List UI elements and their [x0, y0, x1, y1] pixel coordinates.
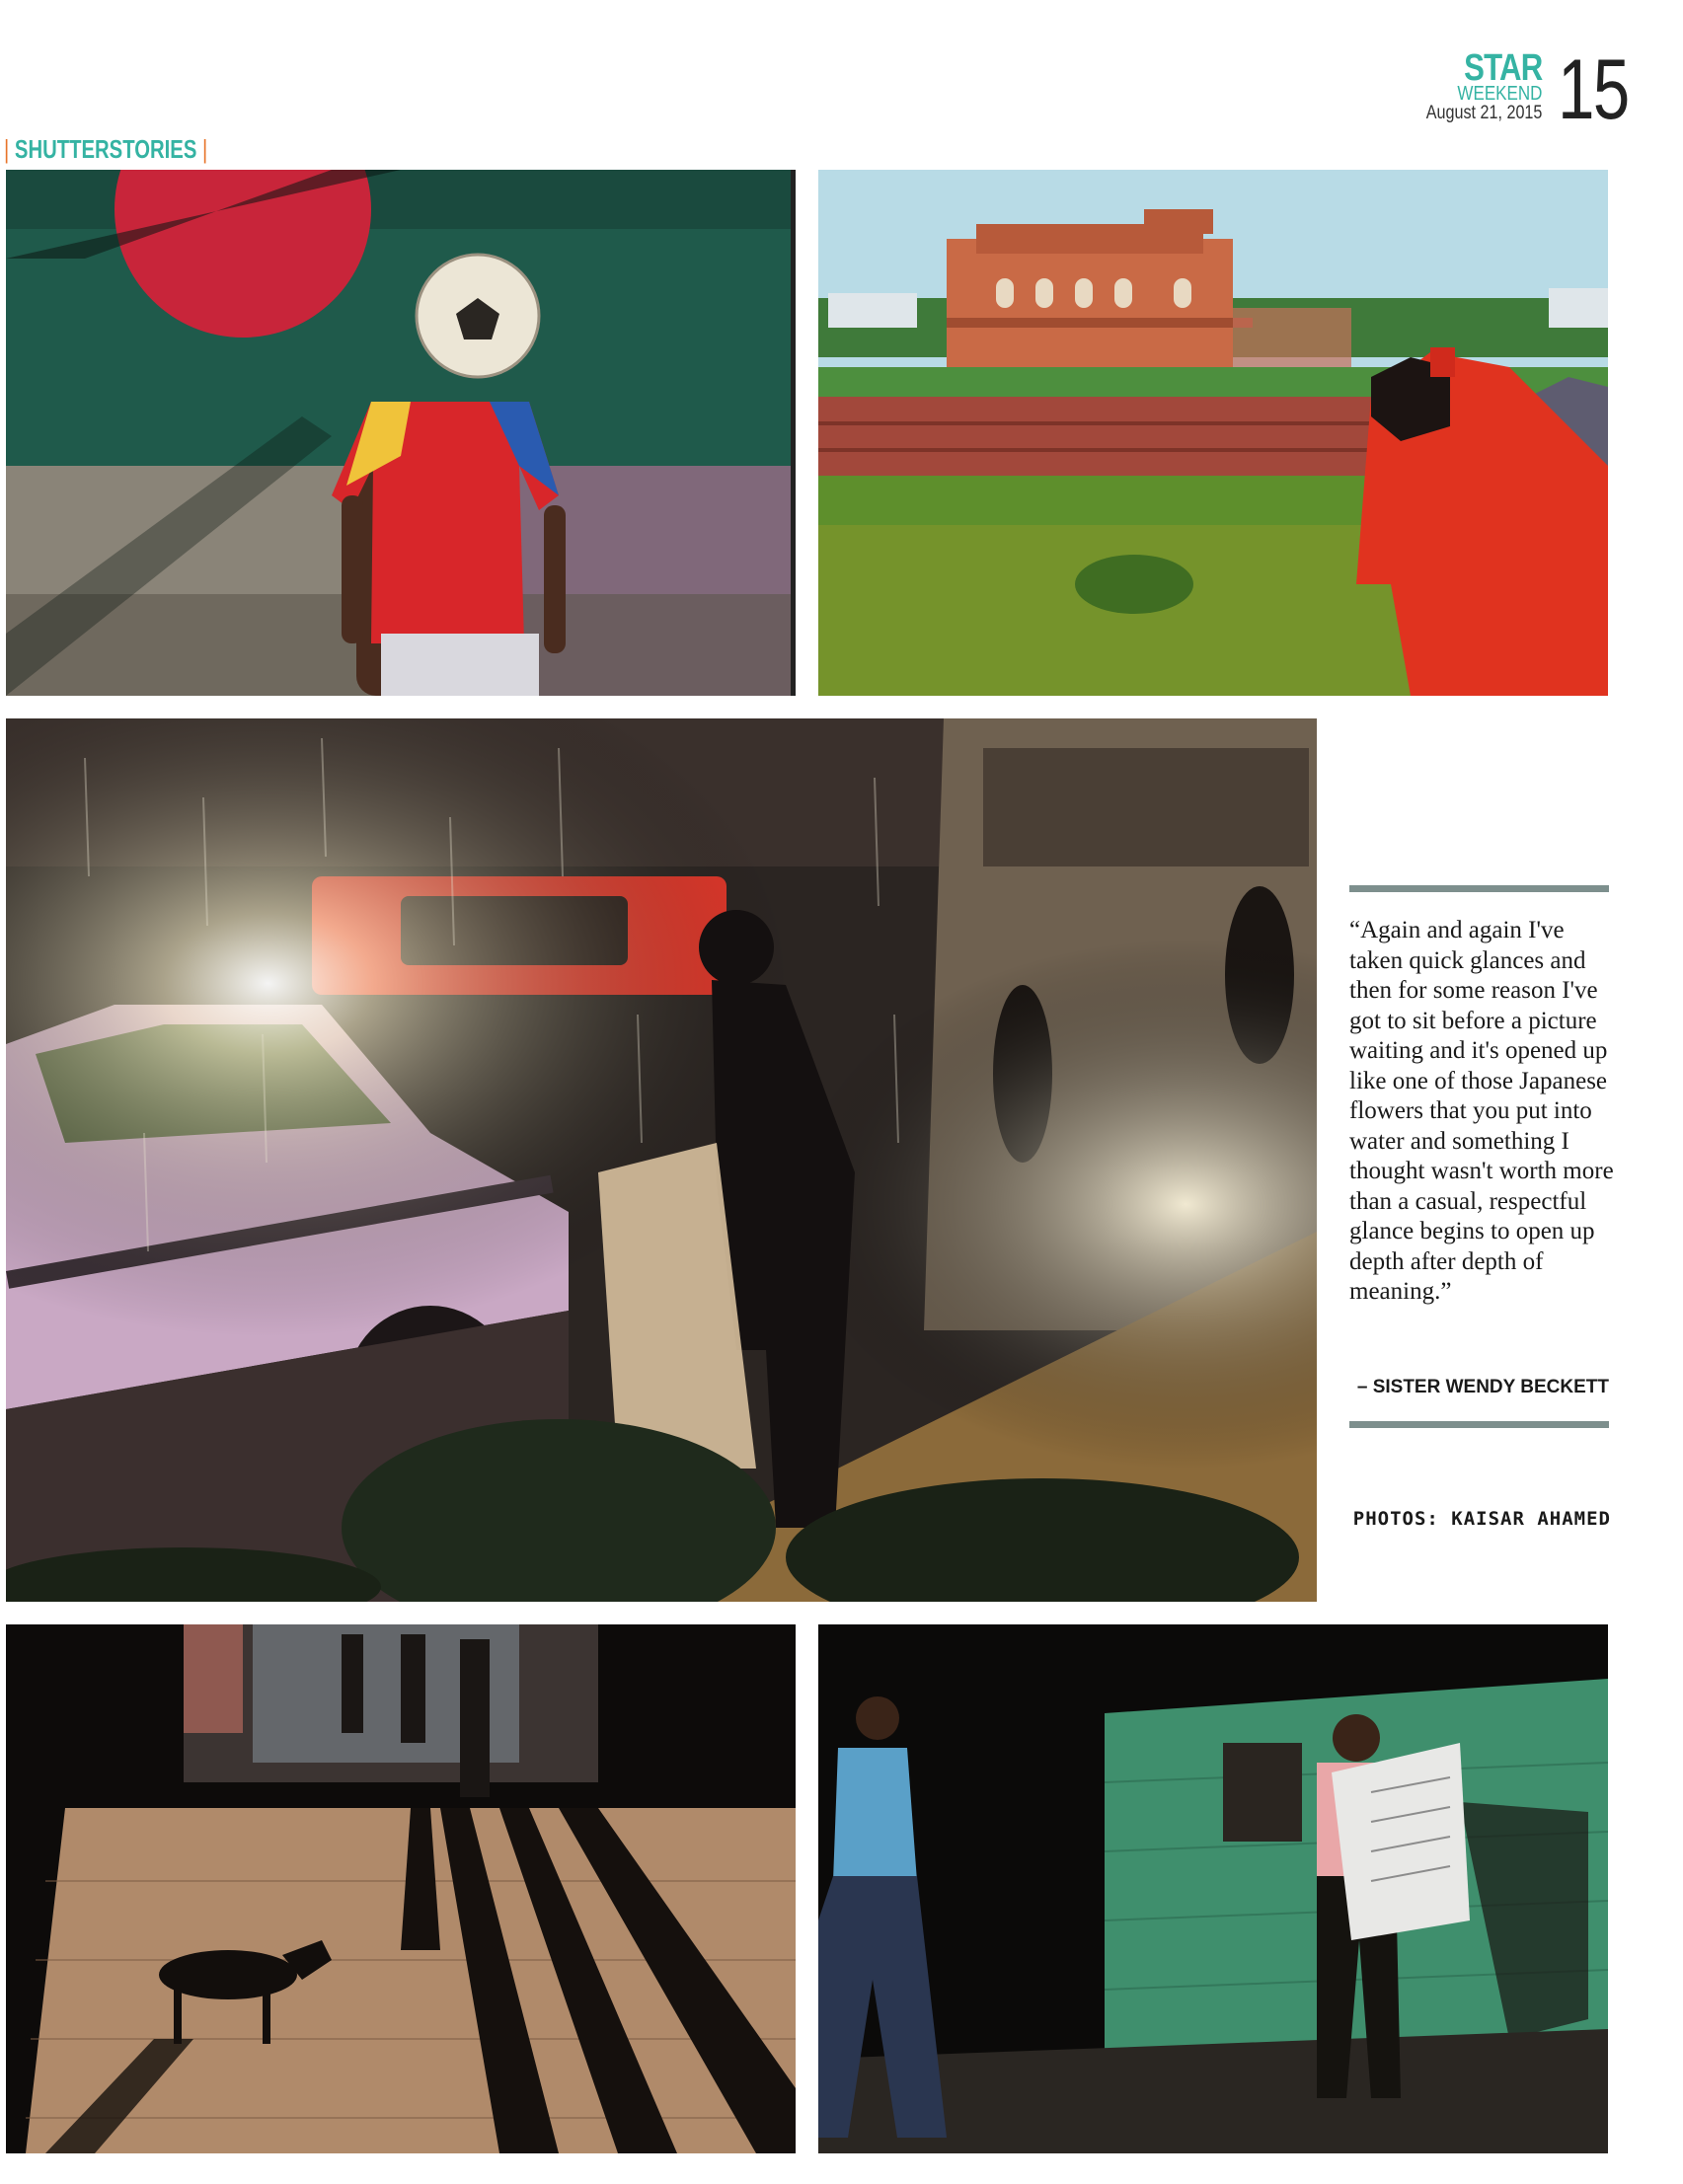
section-title: SHUTTERSTORIES [14, 134, 197, 164]
photo-football-boy [6, 170, 796, 696]
section-bar-right: | [201, 134, 208, 164]
photo-rain-street [6, 718, 1317, 1602]
section-label [4, 134, 207, 165]
photo-credit: PHOTOS: KAISAR AHAMED [1352, 1508, 1611, 1530]
quote-rule-top [1349, 885, 1609, 892]
newspaper-reader-image [818, 1624, 1608, 2153]
football-boy-image [6, 170, 796, 696]
brand-block [1406, 47, 1542, 124]
brand-star: STAR [1463, 47, 1542, 89]
quote-rule-bottom [1349, 1421, 1609, 1428]
photo-fort-woman [818, 170, 1608, 696]
issue-date: August 21, 2015 [1425, 103, 1542, 123]
courtyard-shadows-image [6, 1624, 796, 2153]
page-number: 15 [1558, 42, 1629, 137]
photo-newspaper-reader [818, 1624, 1608, 2153]
brand-weekend: WEEKEND [1457, 83, 1542, 105]
rain-street-image [6, 718, 1317, 1602]
masthead [1392, 42, 1629, 140]
fort-woman-image [818, 170, 1608, 696]
section-bar-left: | [4, 134, 10, 164]
quote-attribution: – SISTER WENDY BECKETT [1356, 1377, 1609, 1397]
quote-text: “Again and again I've taken quick glances and then for some reason I've got to sit before a picture waiting and it's opened up like one of those Japanese flowers that you put into water and something I thought wasn't worth more than a casual, respectful glance begins to open up depth after depth of meaning.” [1349, 917, 1614, 1305]
photo-courtyard-shadows [6, 1624, 796, 2153]
